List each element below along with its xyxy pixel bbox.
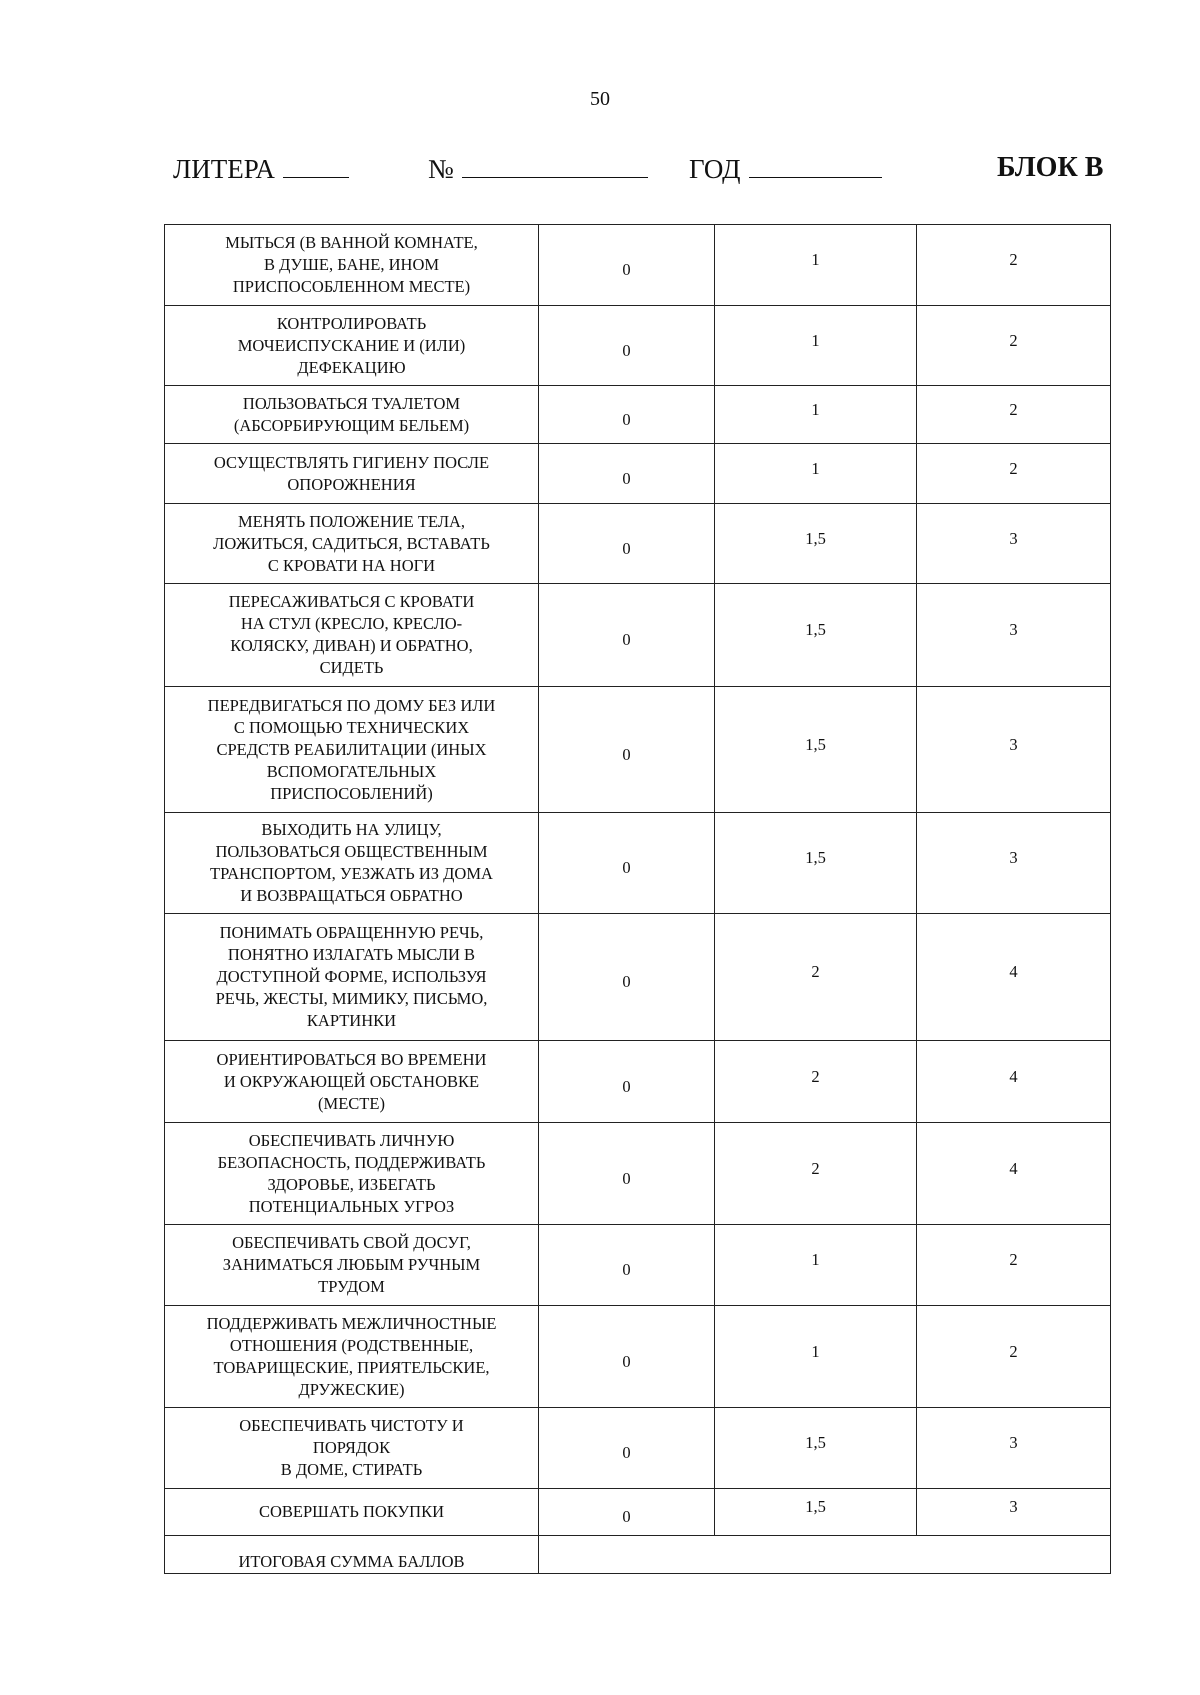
number-label: № (428, 154, 454, 184)
activity-label: ПОДДЕРЖИВАТЬ МЕЖЛИЧНОСТНЫЕ ОТНОШЕНИЯ (РОДСТВЕННЫЕ, ТОВАРИЩЕСКИЕ, ПРИЯТЕЛЬСКИЕ, ДРУЖЕСКИЕ) (165, 1306, 539, 1408)
score-option-1[interactable]: 1 (715, 1225, 917, 1306)
activity-label: ОБЕСПЕЧИВАТЬ ЧИСТОТУ И ПОРЯДОК В ДОМЕ, СТИРАТЬ (165, 1408, 539, 1489)
score-option-0[interactable]: 0 (539, 1306, 715, 1408)
score-option-0[interactable]: 0 (539, 386, 715, 444)
activity-label: ПЕРЕСАЖИВАТЬСЯ С КРОВАТИ НА СТУЛ (КРЕСЛО, КРЕСЛО- КОЛЯСКУ, ДИВАН) И ОБРАТНО, СИДЕТЬ (165, 584, 539, 687)
score-option-2[interactable]: 2 (917, 306, 1111, 386)
score-option-2[interactable]: 2 (917, 1306, 1111, 1408)
score-option-1[interactable]: 1 (715, 306, 917, 386)
score-option-0[interactable]: 0 (539, 1408, 715, 1489)
table-row (165, 225, 1111, 306)
score-option-1[interactable]: 2 (715, 1041, 917, 1123)
total-row (165, 1536, 1111, 1574)
score-option-2[interactable]: 2 (917, 225, 1111, 306)
table-row (165, 584, 1111, 687)
score-option-2[interactable]: 4 (917, 1041, 1111, 1123)
activity-label: ОБЕСПЕЧИВАТЬ СВОЙ ДОСУГ, ЗАНИМАТЬСЯ ЛЮБЫМ РУЧНЫМ ТРУДОМ (165, 1225, 539, 1306)
score-option-1[interactable]: 1,5 (715, 584, 917, 687)
score-option-0[interactable]: 0 (539, 444, 715, 504)
activity-label: ОСУЩЕСТВЛЯТЬ ГИГИЕНУ ПОСЛЕ ОПОРОЖНЕНИЯ (165, 444, 539, 504)
score-option-1[interactable]: 2 (715, 1123, 917, 1225)
litera-field (173, 154, 349, 185)
score-option-1[interactable]: 2 (715, 914, 917, 1041)
table-body (165, 225, 1111, 1574)
score-option-1[interactable]: 1 (715, 386, 917, 444)
year-label: ГОД (689, 154, 741, 184)
score-option-1[interactable]: 1 (715, 1306, 917, 1408)
table-row (165, 813, 1111, 914)
score-option-2[interactable]: 2 (917, 1225, 1111, 1306)
table-row (165, 1225, 1111, 1306)
number-field (428, 154, 648, 185)
score-option-2[interactable]: 3 (917, 687, 1111, 813)
score-option-0[interactable]: 0 (539, 225, 715, 306)
year-blank[interactable] (749, 176, 882, 178)
total-value-field[interactable] (539, 1536, 1111, 1574)
total-label: ИТОГОВАЯ СУММА БАЛЛОВ (165, 1536, 539, 1574)
table-row (165, 504, 1111, 584)
table-row (165, 1408, 1111, 1489)
table-row (165, 1123, 1111, 1225)
table-row (165, 1489, 1111, 1536)
score-option-2[interactable]: 3 (917, 584, 1111, 687)
table-row (165, 1041, 1111, 1123)
score-option-0[interactable]: 0 (539, 1489, 715, 1536)
score-option-0[interactable]: 0 (539, 813, 715, 914)
score-option-1[interactable]: 1 (715, 225, 917, 306)
table-row (165, 1306, 1111, 1408)
number-blank[interactable] (462, 176, 648, 178)
activity-label: ОБЕСПЕЧИВАТЬ ЛИЧНУЮ БЕЗОПАСНОСТЬ, ПОДДЕРЖИВАТЬ ЗДОРОВЬЕ, ИЗБЕГАТЬ ПОТЕНЦИАЛЬНЫХ УГРОЗ (165, 1123, 539, 1225)
score-option-1[interactable]: 1 (715, 444, 917, 504)
score-option-0[interactable]: 0 (539, 1041, 715, 1123)
score-option-0[interactable]: 0 (539, 687, 715, 813)
table-row (165, 444, 1111, 504)
activity-label: ВЫХОДИТЬ НА УЛИЦУ, ПОЛЬЗОВАТЬСЯ ОБЩЕСТВЕННЫМ ТРАНСПОРТОМ, УЕЗЖАТЬ ИЗ ДОМА И ВОЗВРАЩАТЬСЯ ОБРАТНО (165, 813, 539, 914)
score-option-2[interactable]: 2 (917, 386, 1111, 444)
activity-label: ОРИЕНТИРОВАТЬСЯ ВО ВРЕМЕНИ И ОКРУЖАЮЩЕЙ ОБСТАНОВКЕ (МЕСТЕ) (165, 1041, 539, 1123)
year-field (689, 154, 882, 185)
assessment-table (164, 224, 1111, 1574)
score-option-0[interactable]: 0 (539, 504, 715, 584)
score-option-1[interactable]: 1,5 (715, 1489, 917, 1536)
activity-label: ПОЛЬЗОВАТЬСЯ ТУАЛЕТОМ (АБСОРБИРУЮЩИМ БЕЛЬЕМ) (165, 386, 539, 444)
activity-label: СОВЕРШАТЬ ПОКУПКИ (165, 1489, 539, 1536)
activity-label: МЕНЯТЬ ПОЛОЖЕНИЕ ТЕЛА, ЛОЖИТЬСЯ, САДИТЬСЯ, ВСТАВАТЬ С КРОВАТИ НА НОГИ (165, 504, 539, 584)
activity-label: КОНТРОЛИРОВАТЬ МОЧЕИСПУСКАНИЕ И (ИЛИ) ДЕФЕКАЦИЮ (165, 306, 539, 386)
score-option-2[interactable]: 3 (917, 1489, 1111, 1536)
litera-blank[interactable] (283, 176, 349, 178)
score-option-0[interactable]: 0 (539, 584, 715, 687)
litera-label: ЛИТЕРА (173, 154, 275, 184)
score-option-1[interactable]: 1,5 (715, 504, 917, 584)
page-number: 50 (590, 88, 610, 110)
score-option-1[interactable]: 1,5 (715, 813, 917, 914)
score-option-2[interactable]: 3 (917, 504, 1111, 584)
table-row (165, 306, 1111, 386)
block-title: БЛОК В (997, 152, 1104, 183)
table-row (165, 687, 1111, 813)
table-row (165, 914, 1111, 1041)
score-option-2[interactable]: 3 (917, 813, 1111, 914)
table-row (165, 386, 1111, 444)
score-option-0[interactable]: 0 (539, 914, 715, 1041)
score-option-0[interactable]: 0 (539, 306, 715, 386)
score-option-1[interactable]: 1,5 (715, 1408, 917, 1489)
score-option-2[interactable]: 4 (917, 1123, 1111, 1225)
activity-label: ПЕРЕДВИГАТЬСЯ ПО ДОМУ БЕЗ ИЛИ С ПОМОЩЬЮ ТЕХНИЧЕСКИХ СРЕДСТВ РЕАБИЛИТАЦИИ (ИНЫХ ВСПОМОГАТЕЛЬНЫХ ПРИСПОСОБЛЕНИЙ) (165, 687, 539, 813)
score-option-0[interactable]: 0 (539, 1123, 715, 1225)
score-option-1[interactable]: 1,5 (715, 687, 917, 813)
activity-label: МЫТЬСЯ (В ВАННОЙ КОМНАТЕ, В ДУШЕ, БАНЕ, ИНОМ ПРИСПОСОБЛЕННОМ МЕСТЕ) (165, 225, 539, 306)
score-option-2[interactable]: 4 (917, 914, 1111, 1041)
score-option-2[interactable]: 2 (917, 444, 1111, 504)
score-option-2[interactable]: 3 (917, 1408, 1111, 1489)
activity-label: ПОНИМАТЬ ОБРАЩЕННУЮ РЕЧЬ, ПОНЯТНО ИЗЛАГАТЬ МЫСЛИ В ДОСТУПНОЙ ФОРМЕ, ИСПОЛЬЗУЯ РЕЧЬ, ЖЕСТЫ, МИМИКУ, ПИСЬМО, КАРТИНКИ (165, 914, 539, 1041)
score-option-0[interactable]: 0 (539, 1225, 715, 1306)
